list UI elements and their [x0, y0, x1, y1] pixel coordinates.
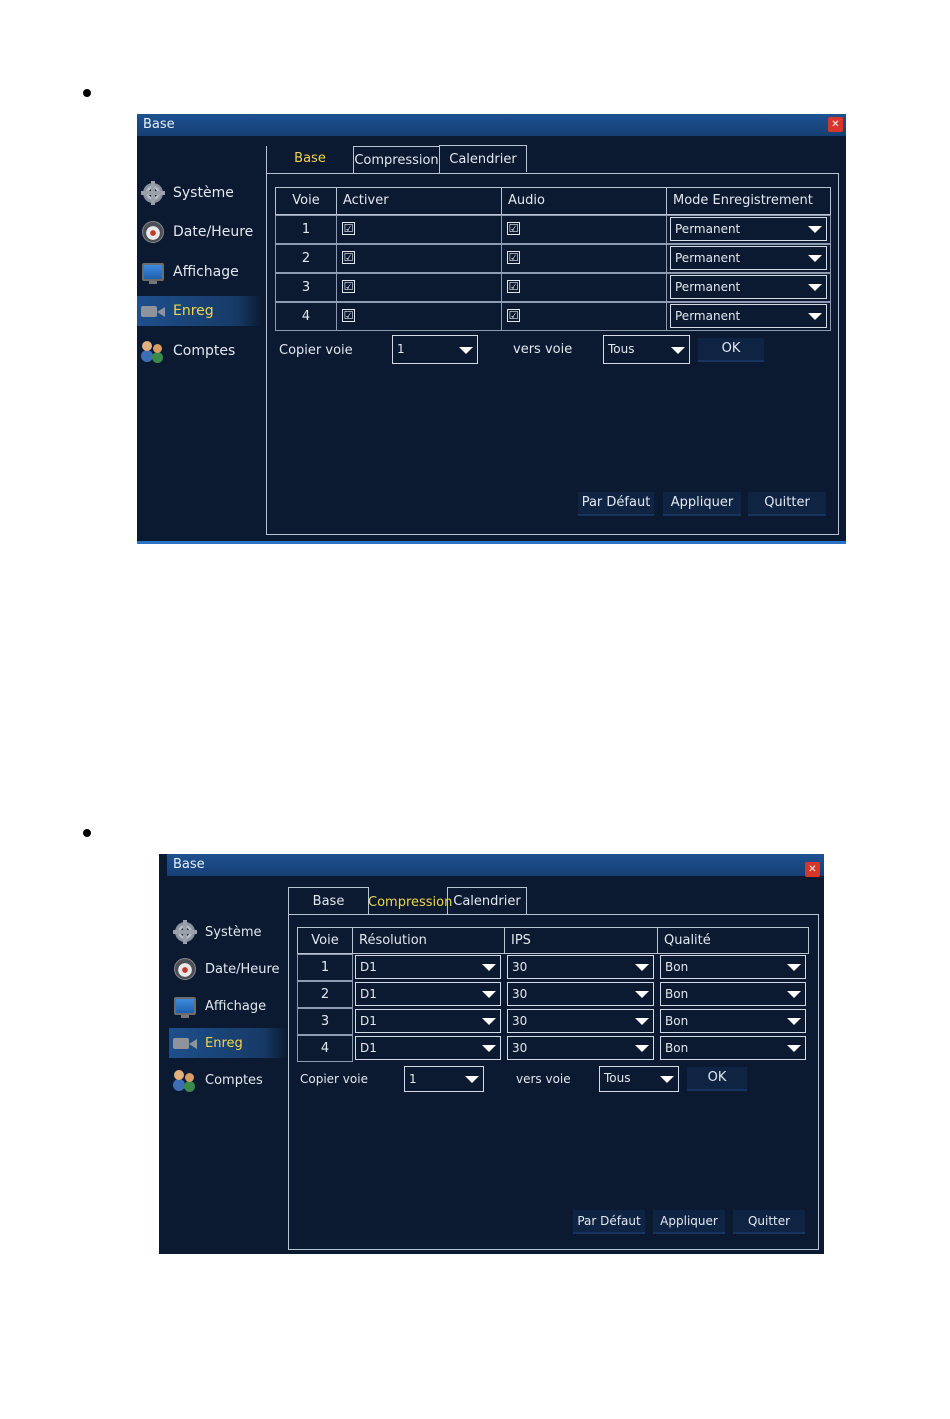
- table-row-voie: 2: [297, 981, 353, 1008]
- sidebar-item-systeme[interactable]: [137, 178, 262, 208]
- qualite-dropdown[interactable]: [660, 1009, 806, 1033]
- gear-icon: [141, 182, 167, 204]
- header-activer: Activer: [336, 187, 502, 215]
- chevron-down-icon: [808, 255, 822, 262]
- activer-checkbox[interactable]: ☑: [343, 251, 354, 264]
- copy-to-dropdown[interactable]: [603, 335, 690, 364]
- header-qualite: Qualité: [657, 927, 809, 954]
- resolution-value: D1: [360, 987, 377, 1001]
- close-icon[interactable]: ✕: [828, 117, 843, 132]
- tab-compression[interactable]: Compression: [368, 895, 453, 910]
- vers-voie-label: vers voie: [513, 342, 573, 357]
- window-bottom-border: [137, 541, 846, 544]
- table-row-voie: 3: [275, 273, 337, 302]
- sidebar-item-comptes[interactable]: [169, 1065, 287, 1095]
- tab-base[interactable]: Base: [288, 887, 369, 914]
- chevron-down-icon: [482, 964, 496, 971]
- copy-voie-label: Copier voie: [300, 1072, 368, 1086]
- clock-icon: [173, 958, 199, 980]
- table-row-voie: 4: [297, 1035, 353, 1062]
- mode-value: Permanent: [675, 222, 741, 236]
- table-row-audio-cell: [501, 215, 667, 244]
- default-button[interactable]: Par Défaut: [573, 1210, 645, 1232]
- ips-dropdown[interactable]: [507, 982, 654, 1006]
- resolution-dropdown[interactable]: [355, 955, 501, 979]
- window-titlebar[interactable]: [167, 854, 824, 876]
- default-button[interactable]: Par Défaut: [578, 492, 654, 514]
- apply-button[interactable]: Appliquer: [653, 1210, 725, 1232]
- table-row-activer-cell: [336, 273, 502, 302]
- table-row-activer-cell: [336, 244, 502, 273]
- users-icon: [173, 1069, 199, 1091]
- sidebar-item-date-heure[interactable]: [137, 217, 262, 247]
- resolution-dropdown[interactable]: [355, 1009, 501, 1033]
- chevron-down-icon: [787, 964, 801, 971]
- window-title: Base: [173, 857, 205, 872]
- qualite-value: Bon: [665, 1041, 689, 1055]
- copy-from-value: 1: [409, 1072, 417, 1086]
- gear-icon: [173, 921, 199, 943]
- ok-button[interactable]: OK: [687, 1067, 747, 1089]
- sidebar-item-label: Enreg: [205, 1035, 243, 1051]
- audio-checkbox[interactable]: ☑: [508, 309, 519, 322]
- qualite-value: Bon: [665, 960, 689, 974]
- chevron-down-icon: [660, 1076, 674, 1083]
- mode-dropdown[interactable]: [670, 304, 827, 328]
- copy-to-value: Tous: [604, 1071, 631, 1085]
- chevron-down-icon: [635, 1045, 649, 1052]
- mode-value: Permanent: [675, 251, 741, 265]
- sidebar-item-label: Date/Heure: [173, 224, 254, 240]
- ok-button[interactable]: OK: [698, 338, 764, 360]
- mode-value: Permanent: [675, 309, 741, 323]
- table-row-activer-cell: [336, 215, 502, 244]
- quit-button[interactable]: Quitter: [748, 492, 826, 514]
- sidebar-item-label: Comptes: [205, 1072, 263, 1088]
- tab-calendrier[interactable]: Calendrier: [447, 887, 527, 914]
- chevron-down-icon: [635, 991, 649, 998]
- activer-checkbox[interactable]: ☑: [343, 280, 354, 293]
- close-icon[interactable]: ✕: [805, 862, 820, 877]
- chevron-down-icon: [808, 226, 822, 233]
- ips-dropdown[interactable]: [507, 955, 654, 979]
- content-panel-left-edge: [266, 146, 267, 174]
- header-audio: Audio: [501, 187, 667, 215]
- ips-value: 30: [512, 987, 528, 1001]
- sidebar-item-label: Système: [173, 185, 234, 201]
- resolution-dropdown[interactable]: [355, 982, 501, 1006]
- table-row-audio-cell: [501, 302, 667, 331]
- sidebar-item-systeme[interactable]: [169, 917, 287, 947]
- chevron-down-icon: [671, 347, 685, 354]
- qualite-value: Bon: [665, 987, 689, 1001]
- chevron-down-icon: [808, 284, 822, 291]
- activer-checkbox[interactable]: ☑: [343, 309, 354, 322]
- bullet-point: [83, 89, 91, 97]
- ips-value: 30: [512, 960, 528, 974]
- qualite-value: Bon: [665, 1014, 689, 1028]
- chevron-down-icon: [482, 1018, 496, 1025]
- copy-to-value: Tous: [608, 342, 635, 356]
- chevron-down-icon: [787, 1045, 801, 1052]
- monitor-icon: [141, 261, 167, 283]
- table-row-voie: 1: [297, 954, 353, 981]
- chevron-down-icon: [635, 964, 649, 971]
- qualite-dropdown[interactable]: [660, 955, 806, 979]
- sidebar-item-label: Enreg: [173, 303, 214, 319]
- chevron-down-icon: [465, 1076, 479, 1083]
- tab-compression[interactable]: Compression: [353, 146, 440, 173]
- activer-checkbox[interactable]: ☑: [343, 222, 354, 235]
- camera-icon: [173, 1032, 199, 1054]
- qualite-dropdown[interactable]: [660, 982, 806, 1006]
- chevron-down-icon: [482, 1045, 496, 1052]
- table-row-voie: 3: [297, 1008, 353, 1035]
- tab-base[interactable]: Base: [294, 151, 326, 166]
- chevron-down-icon: [808, 313, 822, 320]
- ips-dropdown[interactable]: [507, 1036, 654, 1060]
- resolution-value: D1: [360, 1041, 377, 1055]
- audio-checkbox[interactable]: ☑: [508, 251, 519, 264]
- table-row-voie: 2: [275, 244, 337, 273]
- sidebar-item-label: Date/Heure: [205, 961, 280, 977]
- settings-window-compression-tab: [159, 854, 824, 1254]
- chevron-down-icon: [459, 347, 473, 354]
- users-icon: [141, 340, 167, 362]
- sidebar-item-label: Affichage: [205, 998, 267, 1014]
- audio-checkbox[interactable]: ☑: [508, 222, 519, 235]
- mode-dropdown[interactable]: [670, 275, 827, 299]
- mode-dropdown[interactable]: [670, 246, 827, 270]
- qualite-dropdown[interactable]: [660, 1036, 806, 1060]
- ips-dropdown[interactable]: [507, 1009, 654, 1033]
- window-title: Base: [143, 117, 175, 132]
- table-row-voie: 1: [275, 215, 337, 244]
- ips-value: 30: [512, 1014, 528, 1028]
- header-ips: IPS: [504, 927, 658, 954]
- sidebar-item-label: Comptes: [173, 343, 236, 359]
- settings-window-base-tab: [137, 114, 846, 544]
- mode-value: Permanent: [675, 280, 741, 294]
- header-voie: Voie: [297, 927, 353, 954]
- sidebar-item-affichage[interactable]: [137, 257, 262, 287]
- header-mode-enregistrement: Mode Enregistrement: [666, 187, 831, 215]
- camera-icon: [141, 300, 167, 322]
- sidebar-item-affichage[interactable]: [169, 991, 287, 1021]
- sidebar-item-comptes[interactable]: [137, 336, 262, 366]
- header-resolution: Résolution: [352, 927, 505, 954]
- sidebar-item-enreg[interactable]: [137, 296, 262, 326]
- resolution-dropdown[interactable]: [355, 1036, 501, 1060]
- vers-voie-label: vers voie: [516, 1072, 571, 1086]
- window-titlebar[interactable]: [137, 114, 846, 136]
- chevron-down-icon: [482, 991, 496, 998]
- apply-button[interactable]: Appliquer: [663, 492, 741, 514]
- quit-button[interactable]: Quitter: [733, 1210, 805, 1232]
- ips-value: 30: [512, 1041, 528, 1055]
- sidebar-item-date-heure[interactable]: [169, 954, 287, 984]
- table-row-audio-cell: [501, 244, 667, 273]
- chevron-down-icon: [787, 991, 801, 998]
- copy-voie-label: Copier voie: [279, 343, 353, 358]
- copy-from-dropdown[interactable]: [392, 335, 478, 364]
- mode-dropdown[interactable]: [670, 217, 827, 241]
- sidebar-item-enreg[interactable]: [169, 1028, 287, 1058]
- sidebar-item-label: Affichage: [173, 264, 239, 280]
- copy-from-dropdown[interactable]: [404, 1066, 484, 1092]
- chevron-down-icon: [787, 1018, 801, 1025]
- sidebar-item-label: Système: [205, 924, 262, 940]
- header-voie: Voie: [275, 187, 337, 215]
- monitor-icon: [173, 995, 199, 1017]
- table-row-audio-cell: [501, 273, 667, 302]
- chevron-down-icon: [635, 1018, 649, 1025]
- clock-icon: [141, 221, 167, 243]
- audio-checkbox[interactable]: ☑: [508, 280, 519, 293]
- table-row-activer-cell: [336, 302, 502, 331]
- bullet-point: [83, 829, 91, 837]
- resolution-value: D1: [360, 960, 377, 974]
- tab-calendrier[interactable]: Calendrier: [439, 145, 527, 172]
- copy-from-value: 1: [397, 342, 405, 356]
- resolution-value: D1: [360, 1014, 377, 1028]
- table-row-voie: 4: [275, 302, 337, 331]
- copy-to-dropdown[interactable]: [599, 1066, 679, 1092]
